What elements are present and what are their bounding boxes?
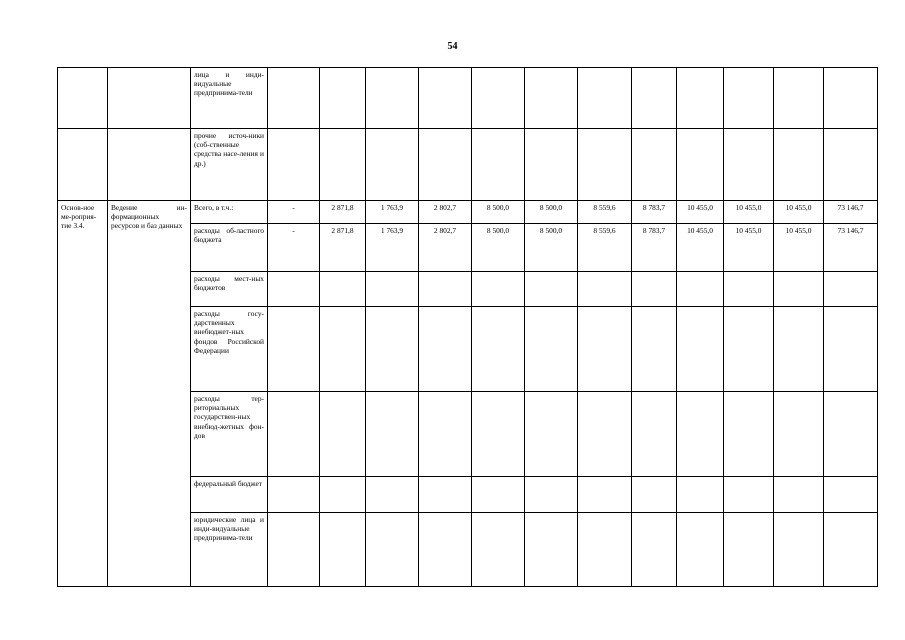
- value-cell: 10 455,0: [724, 224, 774, 272]
- value-cell: [268, 129, 320, 201]
- value-cell: 8 500,0: [472, 201, 525, 224]
- budget-table: [57, 67, 878, 587]
- value-cell: [724, 392, 774, 477]
- value-cell: [724, 129, 774, 201]
- value-cell: 1 763,9: [366, 224, 419, 272]
- value-cell: [632, 477, 677, 513]
- event-name-cell: Ведение ин-формационных ресурсов и баз данных: [108, 201, 191, 587]
- value-cell: [774, 477, 824, 513]
- value-cell: [268, 68, 320, 129]
- value-cell: [677, 477, 724, 513]
- value-cell: [677, 68, 724, 129]
- value-cell: [824, 477, 878, 513]
- value-cell: [824, 513, 878, 587]
- value-cell: 2 802,7: [419, 224, 472, 272]
- value-cell: [366, 477, 419, 513]
- table-row: [58, 129, 878, 201]
- value-cell: [472, 68, 525, 129]
- value-cell: [366, 129, 419, 201]
- value-cell: 10 455,0: [724, 201, 774, 224]
- value-cell: [320, 68, 366, 129]
- value-cell: [724, 477, 774, 513]
- value-cell: 10 455,0: [774, 224, 824, 272]
- value-cell: [320, 129, 366, 201]
- value-cell: [632, 513, 677, 587]
- value-cell: 8 783,7: [632, 201, 677, 224]
- value-cell: [419, 392, 472, 477]
- value-cell: [632, 307, 677, 392]
- value-cell: 1 763,9: [366, 201, 419, 224]
- value-cell: [578, 129, 632, 201]
- value-cell: [525, 392, 578, 477]
- value-cell: [677, 307, 724, 392]
- value-cell: 8 783,7: [632, 224, 677, 272]
- funding-source-cell: Всего, в т.ч.:: [191, 201, 268, 224]
- value-cell: 8 500,0: [525, 201, 578, 224]
- page-number: 54: [447, 41, 458, 52]
- value-cell: [419, 477, 472, 513]
- value-cell: [366, 272, 419, 307]
- value-cell: [320, 272, 366, 307]
- value-cell: [632, 68, 677, 129]
- value-cell: [525, 477, 578, 513]
- value-cell: [525, 272, 578, 307]
- value-cell: [632, 392, 677, 477]
- value-cell: 2 871,8: [320, 201, 366, 224]
- value-cell: [525, 68, 578, 129]
- value-cell: [774, 68, 824, 129]
- value-cell: [268, 477, 320, 513]
- value-cell: 73 146,7: [824, 201, 878, 224]
- value-cell: [419, 129, 472, 201]
- table-row: [58, 201, 878, 224]
- value-cell: [320, 477, 366, 513]
- value-cell: 10 455,0: [677, 201, 724, 224]
- funding-source-cell: расходы мест-ных бюджетов: [191, 272, 268, 307]
- value-cell: [419, 272, 472, 307]
- value-cell: [724, 307, 774, 392]
- value-cell: [366, 307, 419, 392]
- value-cell: [472, 272, 525, 307]
- event-number-cell: Основ-ное ме-роприя-тие 3.4.: [58, 201, 108, 587]
- value-cell: [824, 272, 878, 307]
- value-cell: [578, 477, 632, 513]
- value-cell: [268, 392, 320, 477]
- value-cell: 8 559,6: [578, 224, 632, 272]
- value-cell: [632, 272, 677, 307]
- value-cell: 10 455,0: [677, 224, 724, 272]
- funding-source-cell: юридические лица и инди-видуальные предпринима-тели: [191, 513, 268, 587]
- value-cell: [724, 272, 774, 307]
- value-cell: 10 455,0: [774, 201, 824, 224]
- event-cell: [58, 68, 108, 129]
- value-cell: [472, 307, 525, 392]
- value-cell: [268, 307, 320, 392]
- value-cell: [774, 513, 824, 587]
- value-cell: [724, 513, 774, 587]
- value-cell: [677, 129, 724, 201]
- value-cell: [774, 272, 824, 307]
- value-cell: [578, 307, 632, 392]
- value-cell: 2 871,8: [320, 224, 366, 272]
- value-cell: [472, 513, 525, 587]
- event-name-cell: [108, 68, 191, 129]
- funding-source-cell: прочие источ-ники (соб-ственные средства насе-ления и др.): [191, 129, 268, 201]
- value-cell: [525, 129, 578, 201]
- funding-source-cell: лица и инди-видуальные предпринима-тели: [191, 68, 268, 129]
- value-cell: [472, 477, 525, 513]
- value-cell: [320, 513, 366, 587]
- value-cell: [525, 513, 578, 587]
- value-cell: [419, 513, 472, 587]
- value-cell: [366, 513, 419, 587]
- value-cell: [677, 392, 724, 477]
- value-cell: [472, 129, 525, 201]
- value-cell: [824, 129, 878, 201]
- value-cell: [774, 129, 824, 201]
- value-cell: [268, 513, 320, 587]
- event-cell: [58, 129, 108, 201]
- value-cell: [632, 129, 677, 201]
- value-cell: [824, 392, 878, 477]
- value-cell: [472, 392, 525, 477]
- value-cell: 2 802,7: [419, 201, 472, 224]
- value-cell: [677, 272, 724, 307]
- value-cell: 8 500,0: [472, 224, 525, 272]
- value-cell: [268, 272, 320, 307]
- value-cell: [578, 68, 632, 129]
- value-cell: 8 500,0: [525, 224, 578, 272]
- table-row: [58, 68, 878, 129]
- value-cell: -: [268, 224, 320, 272]
- funding-source-cell: федеральный бюджет: [191, 477, 268, 513]
- value-cell: [366, 68, 419, 129]
- value-cell: [677, 513, 724, 587]
- value-cell: [578, 392, 632, 477]
- value-cell: [774, 307, 824, 392]
- value-cell: [366, 392, 419, 477]
- event-name-cell: [108, 129, 191, 201]
- value-cell: [824, 68, 878, 129]
- funding-source-cell: расходы об-ластного бюджета: [191, 224, 268, 272]
- funding-source-cell: расходы тер-риториальных государствен-ных внебюд-жетных фон-дов: [191, 392, 268, 477]
- value-cell: [419, 307, 472, 392]
- value-cell: [419, 68, 472, 129]
- value-cell: [578, 272, 632, 307]
- value-cell: 8 559,6: [578, 201, 632, 224]
- value-cell: [320, 392, 366, 477]
- value-cell: 73 146,7: [824, 224, 878, 272]
- funding-source-cell: расходы госу-дарственных внебюджет-ных фондов Российской Федерации: [191, 307, 268, 392]
- value-cell: [578, 513, 632, 587]
- value-cell: [774, 392, 824, 477]
- value-cell: [824, 307, 878, 392]
- value-cell: [724, 68, 774, 129]
- value-cell: -: [268, 201, 320, 224]
- value-cell: [320, 307, 366, 392]
- value-cell: [525, 307, 578, 392]
